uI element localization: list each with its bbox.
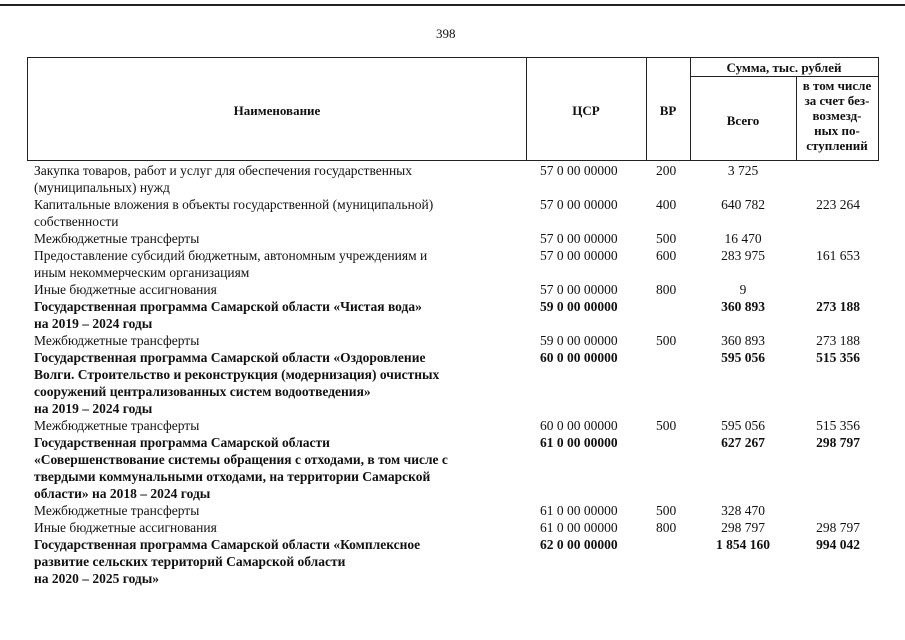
- row-csr: 59 0 00 00000: [540, 299, 618, 314]
- table-row: [0, 519, 905, 536]
- row-free-receipts: 298 797: [816, 520, 860, 535]
- row-name: Иные бюджетные ассигнования: [34, 282, 217, 297]
- row-vr: 500: [656, 231, 677, 246]
- row-name: Капитальные вложения в объекты государственной (муниципальной) собственности: [34, 197, 434, 229]
- row-csr: 57 0 00 00000: [540, 248, 618, 263]
- row-free-receipts: 515 356: [816, 350, 860, 365]
- table-row: [0, 349, 905, 417]
- row-csr: 61 0 00 00000: [540, 520, 618, 535]
- row-free-receipts: 161 653: [816, 248, 860, 263]
- row-csr: 59 0 00 00000: [540, 333, 618, 348]
- row-vr: 800: [656, 282, 677, 297]
- row-name: Межбюджетные трансферты: [34, 231, 200, 246]
- table-row: [0, 434, 905, 502]
- table-row: [0, 417, 905, 434]
- row-name: Государственная программа Самарской области «Оздоровление Волги. Строительство и реконструкция (модернизация) очистных сооружений централизованных систем водоотведения» на 2019 – 2024 годы: [34, 350, 440, 416]
- row-csr: 61 0 00 00000: [540, 435, 618, 450]
- row-vr: 600: [656, 248, 677, 263]
- row-csr: 60 0 00 00000: [540, 418, 618, 433]
- header-sum-group: Сумма, тыс. рублей: [726, 60, 842, 75]
- header-free-receipts: в том числе за счет без- возмезд- ных по- ступлений: [802, 78, 872, 153]
- row-name: Межбюджетные трансферты: [34, 333, 200, 348]
- table-row: [0, 281, 905, 298]
- row-free-receipts: 994 042: [816, 537, 860, 552]
- table-row: [0, 247, 905, 281]
- header-csr: ЦСР: [572, 103, 600, 118]
- header-divider: [690, 76, 878, 77]
- row-vr: 500: [656, 418, 677, 433]
- row-csr: 57 0 00 00000: [540, 163, 618, 178]
- page-number: 398: [436, 26, 456, 41]
- row-vr: 400: [656, 197, 677, 212]
- row-name: Государственная программа Самарской области «Совершенствование системы обращения с отходами, в том числе с твердыми коммунальными отходами, на территории Самарской области» на 2018 – 2024 годы: [34, 435, 448, 501]
- row-name: Государственная программа Самарской области «Комплексное развитие сельских территорий Самарской области на 2020 – 2025 годы»: [34, 537, 421, 586]
- row-total: 283 975: [721, 248, 765, 263]
- header-name: Наименование: [233, 103, 321, 118]
- table-row: [0, 332, 905, 349]
- row-csr: 62 0 00 00000: [540, 537, 618, 552]
- row-total: 640 782: [721, 197, 765, 212]
- row-total: 360 893: [721, 299, 765, 314]
- table-body: [0, 162, 905, 587]
- row-name: Государственная программа Самарской области «Чистая вода» на 2019 – 2024 годы: [34, 299, 422, 331]
- table-row: [0, 298, 905, 332]
- header-total: Всего: [726, 113, 760, 128]
- row-name: Межбюджетные трансферты: [34, 503, 200, 518]
- row-vr: 200: [656, 163, 677, 178]
- row-vr: 500: [656, 333, 677, 348]
- row-free-receipts: 223 264: [816, 197, 860, 212]
- row-vr: 800: [656, 520, 677, 535]
- row-total: 328 470: [721, 503, 765, 518]
- row-csr: 57 0 00 00000: [540, 231, 618, 246]
- row-name: Предоставление субсидий бюджетным, автономным учреждениям и иным некоммерческим организациям: [34, 248, 428, 280]
- row-total: 595 056: [721, 350, 765, 365]
- row-total: 3 725: [727, 163, 759, 178]
- row-total: 9: [739, 282, 747, 297]
- row-free-receipts: 515 356: [816, 418, 860, 433]
- table-row: [0, 196, 905, 230]
- table-row: [0, 162, 905, 196]
- row-vr: 500: [656, 503, 677, 518]
- row-csr: 60 0 00 00000: [540, 350, 618, 365]
- row-free-receipts: 273 188: [816, 299, 860, 314]
- row-free-receipts: 273 188: [816, 333, 860, 348]
- row-name: Межбюджетные трансферты: [34, 418, 200, 433]
- row-csr: 57 0 00 00000: [540, 197, 618, 212]
- table-row: [0, 536, 905, 587]
- row-total: 360 893: [721, 333, 765, 348]
- table-row: [0, 502, 905, 519]
- header-vr: ВР: [659, 103, 677, 118]
- row-csr: 57 0 00 00000: [540, 282, 618, 297]
- table-row: [0, 230, 905, 247]
- row-csr: 61 0 00 00000: [540, 503, 618, 518]
- row-total: 298 797: [721, 520, 765, 535]
- row-free-receipts: 298 797: [816, 435, 860, 450]
- row-total: 595 056: [721, 418, 765, 433]
- top-border-line: [0, 4, 905, 6]
- row-name: Иные бюджетные ассигнования: [34, 520, 217, 535]
- table-header: [27, 57, 879, 161]
- row-total: 16 470: [724, 231, 762, 246]
- row-total: 627 267: [721, 435, 765, 450]
- row-total: 1 854 160: [716, 537, 770, 552]
- row-name: Закупка товаров, работ и услуг для обеспечения государственных (муниципальных) нужд: [34, 163, 413, 195]
